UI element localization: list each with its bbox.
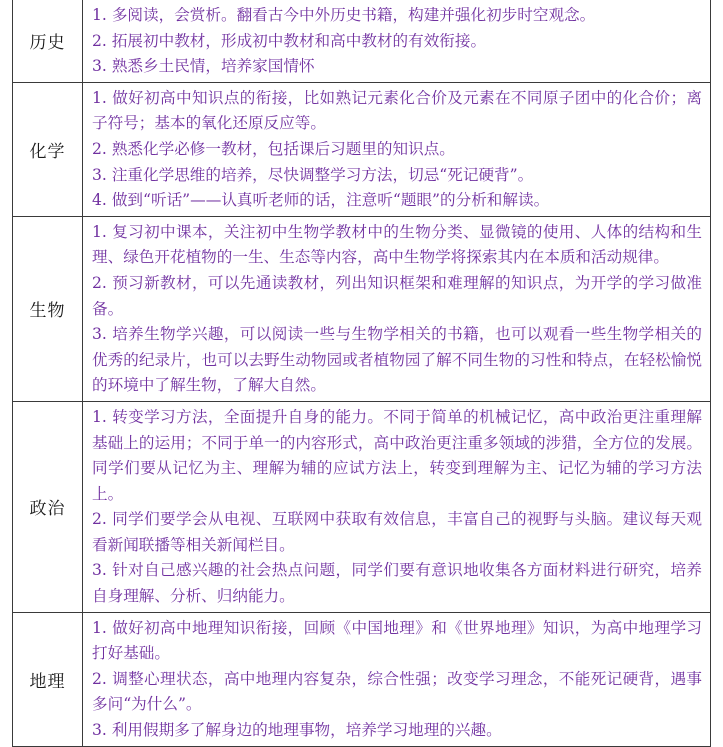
tip-item: 3. 熟悉乡土民情，培养家国情怀	[92, 57, 315, 76]
subject-cell: 地理	[13, 612, 83, 746]
subject-cell: 政治	[13, 401, 83, 612]
table-row	[13, 216, 711, 401]
content-cell	[83, 401, 711, 612]
content-cell	[83, 216, 711, 401]
tip-item: 1. 多阅读，会赏析。翻看古今中外历史书籍，构建并强化初步时空观念。	[92, 6, 596, 24]
tip-item: 3. 注重化学思维的培养，尽快调整学习方法，切忌“死记硬背”。	[92, 165, 534, 184]
tip-item: 1. 做好初高中知识点的衔接，比如熟记元素化合价及元素在不同原子团中的化合价；离子符号；基本的氧化还原反应等。	[92, 88, 702, 133]
tip-item: 4. 做到“听话”——认真听老师的话，注意听“题眼”的分析和解读。	[92, 191, 550, 210]
subject-cell: 历史	[13, 0, 83, 82]
tip-item: 3. 培养生物学兴趣，可以阅读一些与生物学相关的书籍，也可以观看一些生物学相关的优秀的纪录片，也可以去野生动物园或者植物园了解不同生物的习性和特点，在轻松愉悦的环境中了解生物，了解大自然。	[92, 325, 702, 395]
content-cell	[83, 612, 711, 746]
table-row	[13, 401, 711, 612]
tip-item: 1. 做好初高中地理知识衔接，回顾《中国地理》和《世界地理》知识，为高中地理学习打好基础。	[92, 618, 702, 663]
tip-item: 1. 复习初中课本，关注初中生物学教材中的生物分类、显微镜的使用、人体的结构和生理、绿色开花植物的一生、生态等内容，高中生物学将探索其内在本质和活动规律。	[92, 222, 702, 267]
tip-item: 1. 转变学习方法，全面提升自身的能力。不同于简单的机械记忆，高中政治更注重理解基础上的运用；不同于单一的内容形式，高中政治更注重多领域的涉猎，全方位的发展。同学们要从记忆为主、理解为辅的应试方法上，转变到理解为主、记忆为辅的学习方法上。	[92, 407, 702, 503]
tip-item: 2. 调整心理状态，高中地理内容复杂，综合性强；改变学习理念，不能死记硬背，遇事多问“为什么”。	[92, 669, 702, 714]
table-row	[13, 82, 711, 216]
tip-item: 2. 熟悉化学必修一教材，包括课后习题里的知识点。	[92, 139, 455, 158]
subject-cell: 生物	[13, 216, 83, 401]
tip-item: 2. 预习新教材，可以先通读教材，列出知识框架和难理解的知识点，为开学的学习做准备。	[92, 273, 702, 318]
tip-item: 2. 拓展初中教材，形成初中教材和高中教材的有效衔接。	[92, 31, 487, 50]
tip-item: 3. 利用假期多了解身边的地理事物，培养学习地理的兴趣。	[92, 721, 502, 740]
subject-cell: 化学	[13, 82, 83, 216]
table-body	[13, 0, 711, 746]
content-cell	[83, 0, 711, 82]
table-row	[13, 0, 711, 82]
table-row	[13, 612, 711, 746]
content-cell	[83, 82, 711, 216]
tip-item: 2. 同学们要学会从电视、互联网中获取有效信息，丰富自己的视野与头脑。建议每天观看新闻联播等相关新闻栏目。	[92, 510, 702, 554]
study-tips-table	[12, 0, 711, 747]
tip-item: 3. 针对自己感兴趣的社会热点问题，同学们要有意识地收集各方面材料进行研究，培养自身理解、分析、归纳能力。	[92, 561, 702, 606]
